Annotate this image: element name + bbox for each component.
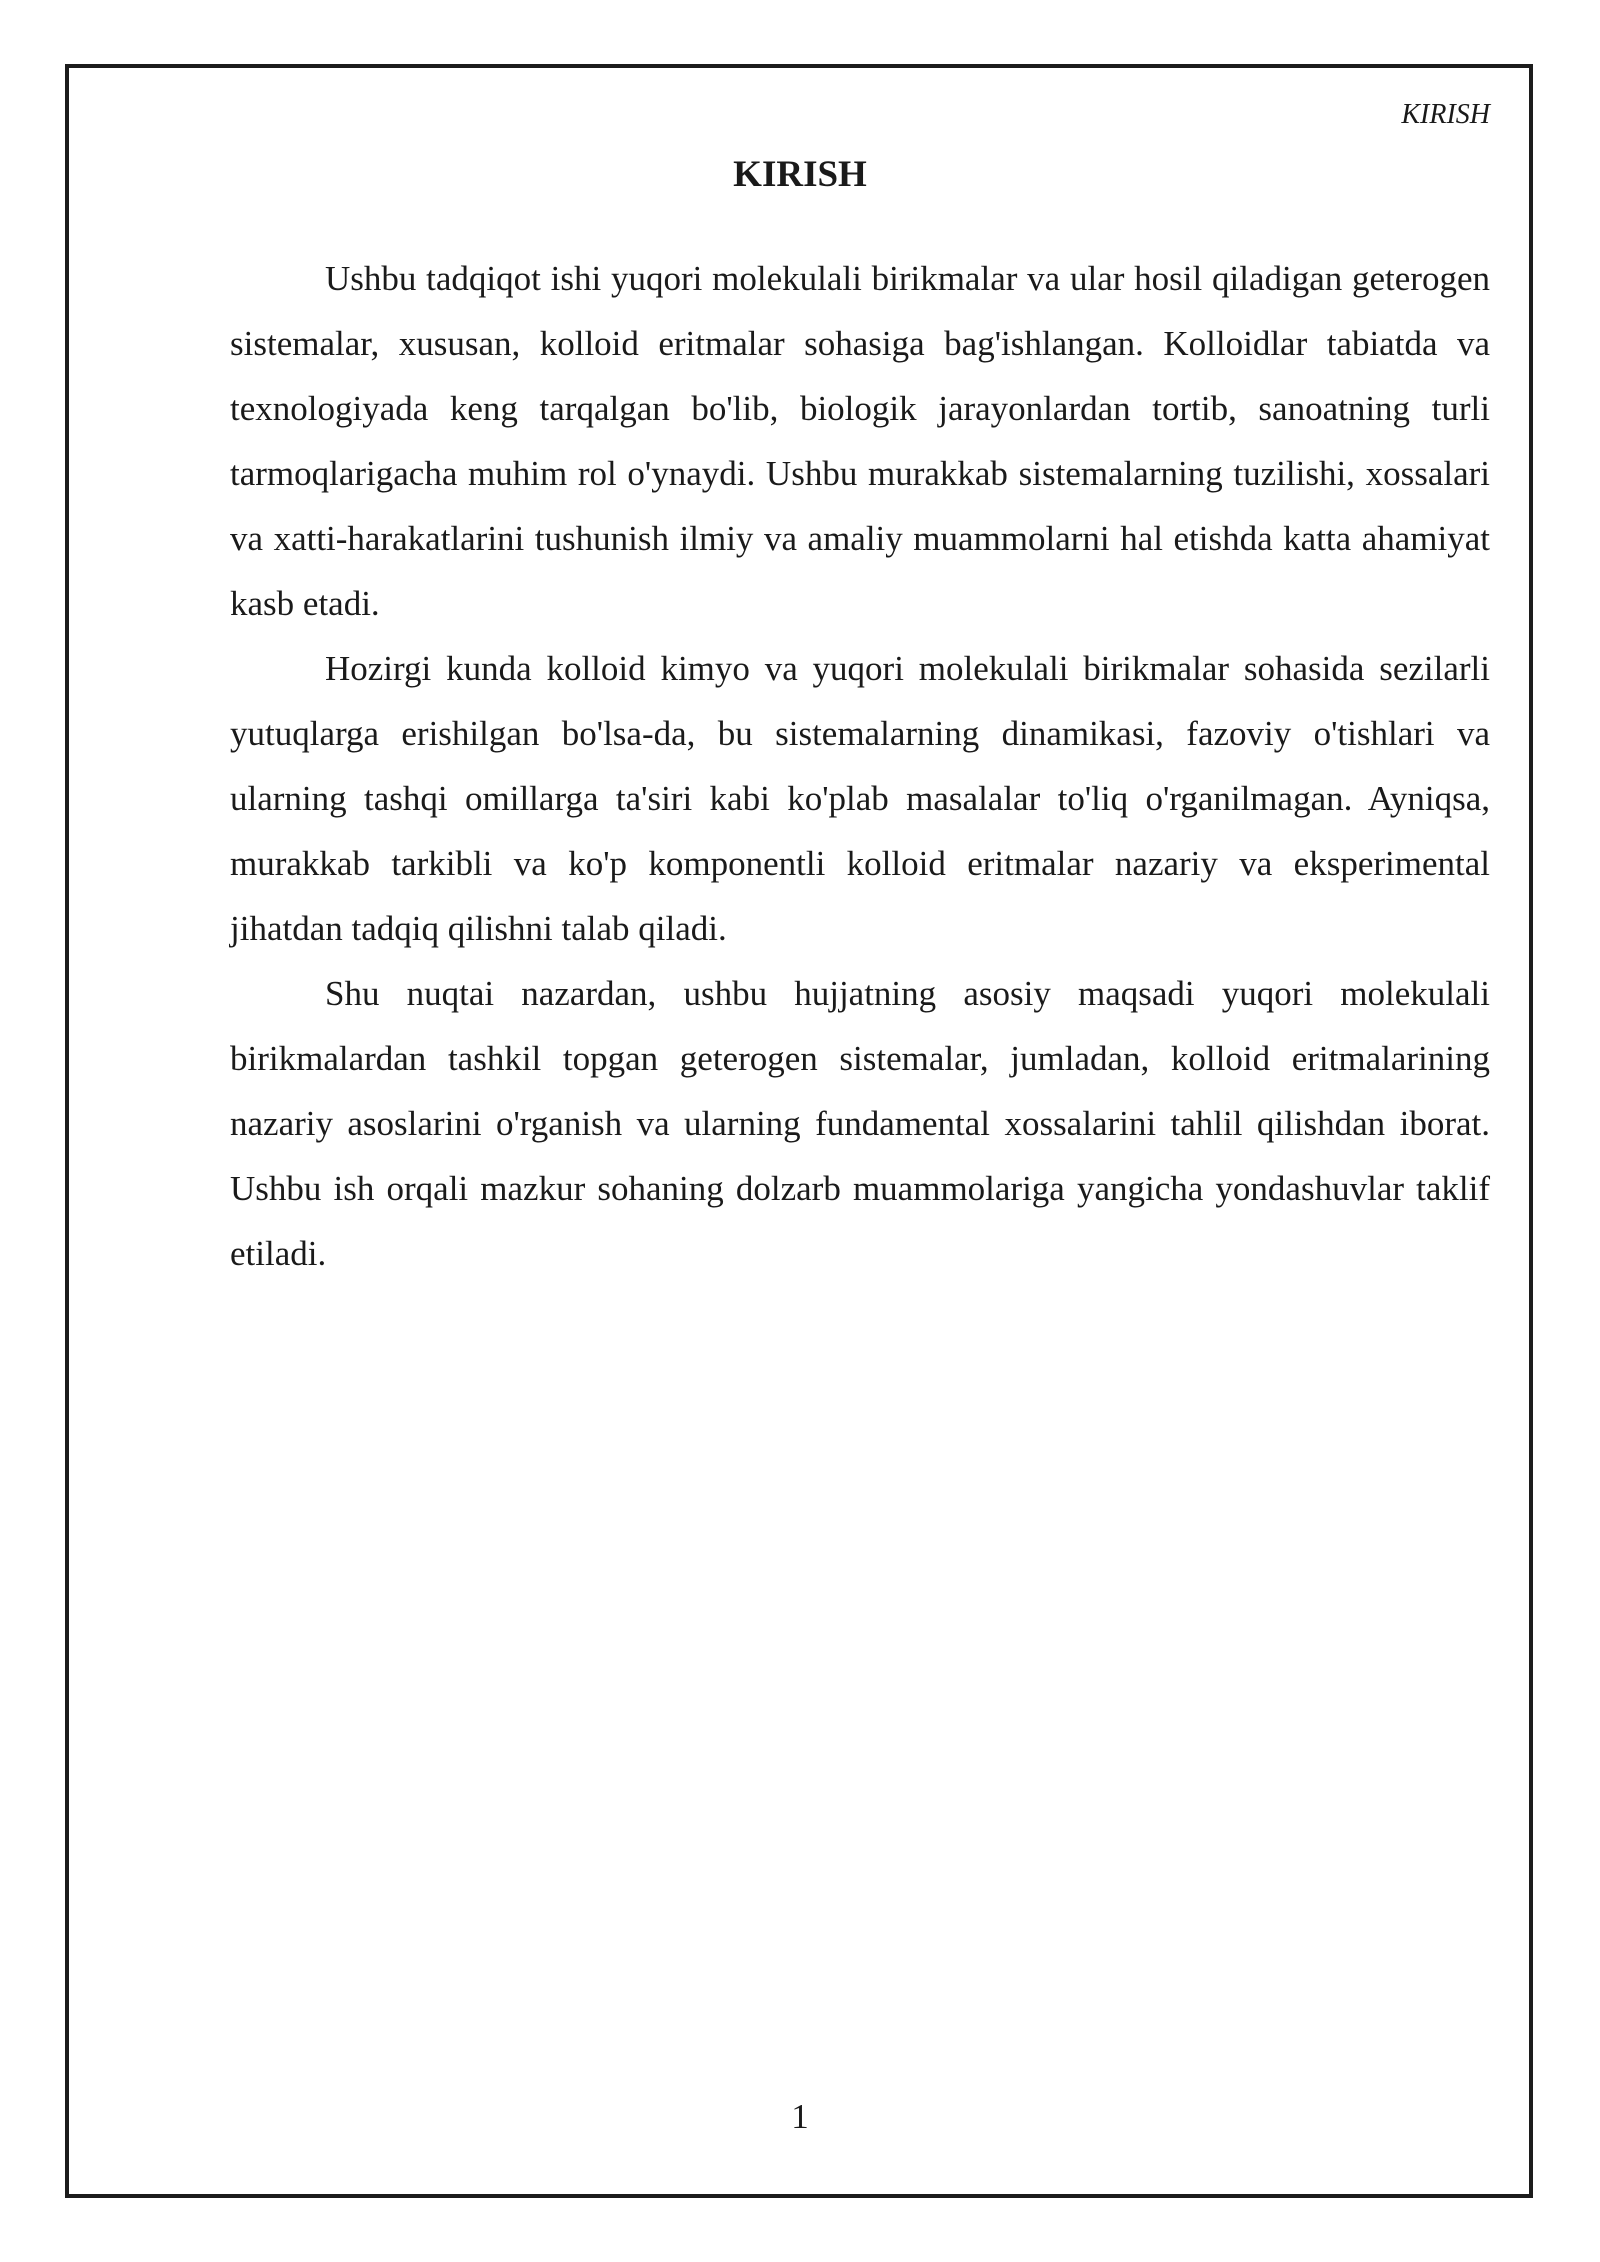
running-header: KIRISH bbox=[1401, 99, 1490, 130]
page-title: KIRISH bbox=[733, 154, 867, 195]
page-number: 1 bbox=[791, 2097, 809, 2136]
paragraph-2: Hozirgi kunda kolloid kimyo va yuqori molekulali birikmalar sohasida sezilarli yutuqlarga erishilgan bo'lsa-da, bu sistemalarning dinamikasi, fazoviy o'tishlari va ularning tashqi omillarga ta'siri kabi ko'plab masalalar to'liq o'rganilmagan. Ayniqsa, murakkab tarkibli va ko'p komponentli kolloid eritmalar nazariy va eksperimental jihatdan tadqiq qilishni talab qiladi. bbox=[230, 649, 1490, 948]
body-text bbox=[230, 246, 1490, 1286]
paragraph-3: Shu nuqtai nazardan, ushbu hujjatning asosiy maqsadi yuqori molekulali birikmalardan tashkil topgan geterogen sistemalar, jumladan, kolloid eritmalarining nazariy asoslarini o'rganish va ularning fundamental xossalarini tahlil qilishdan iborat. Ushbu ish orqali mazkur sohaning dolzarb muammolariga yangicha yondashuvlar taklif etiladi. bbox=[230, 974, 1490, 1273]
paragraph-1: Ushbu tadqiqot ishi yuqori molekulali birikmalar va ular hosil qiladigan geterogen sistemalar, xususan, kolloid eritmalar sohasiga bag'ishlangan. Kolloidlar tabiatda va texnologiyada keng tarqalgan bo'lib, biologik jarayonlardan tortib, sanoatning turli tarmoqlarigacha muhim rol o'ynaydi. Ushbu murakkab sistemalarning tuzilishi, xossalari va xatti-harakatlarini tushunish ilmiy va amaliy muammolarni hal etishda katta ahamiyat kasb etadi. bbox=[230, 259, 1490, 623]
